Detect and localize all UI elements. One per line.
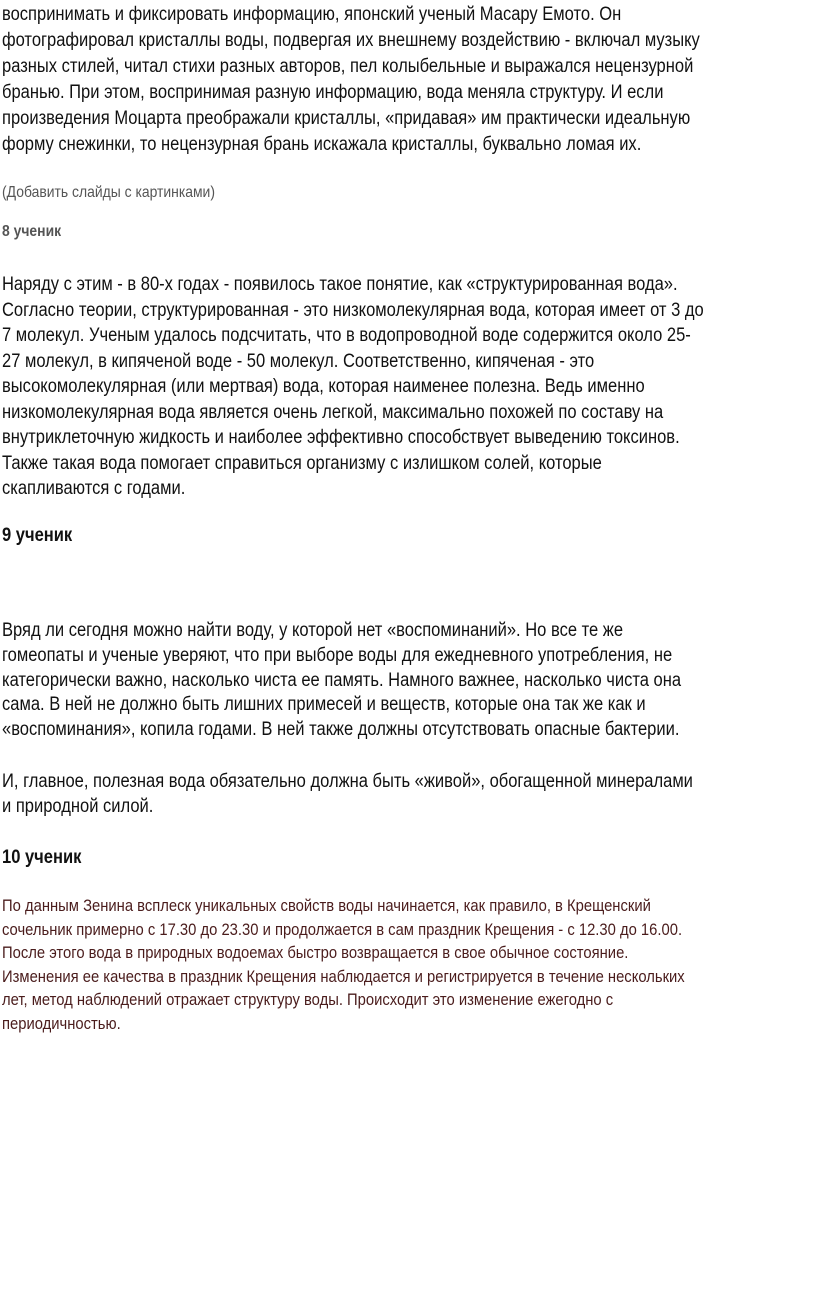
text-line: категорически важно, насколько чиста ее память. Намного важнее, насколько чиста она (2, 669, 682, 691)
text-line: форму снежинки, то нецензурная брань искажала кристаллы, буквально ломая их. (2, 134, 642, 155)
text-line: Вряд ли сегодня можно найти воду, у которой нет «воспоминаний». Но все те же (2, 620, 624, 641)
paragraph-living-water (2, 769, 693, 819)
text-line: Согласно теории, структурированная - это низкомолекулярная вода, которая имеет от 3 до (2, 299, 704, 321)
text-line: лет, метод наблюдений отражает структуру воды. Происходит это изменение ежегодно с (2, 990, 614, 1010)
paragraph-emoto (2, 2, 700, 158)
text-line: скапливаются с годами. (2, 478, 186, 499)
text-line: и природной силой. (2, 796, 154, 817)
text-line: сама. В ней не должно быть лишних примесей и веществ, которые она так же как и (2, 694, 646, 716)
text-line: внутриклеточную жидкость и наиболее эффективно способствует выведению токсинов. (2, 427, 680, 448)
text-line: После этого вода в природных водоемах быстро возвращается в свое обычное состояние. (2, 943, 629, 963)
text-line: Изменения ее качества в праздник Крещения наблюдается и регистрируется в течение нескольких (2, 966, 685, 986)
heading-student-9: 9 ученик (2, 525, 73, 546)
text-line: низкомолекулярная вода является очень легкой, максимально похожей по составу на (2, 401, 664, 423)
text-line: высокомолекулярная (или мертвая) вода, которая наименее полезна. Ведь именно (2, 376, 645, 397)
text-line: 7 молекул. Ученым удалось подсчитать, что в водопроводной воде содержится около 25- (2, 325, 691, 346)
text-line: периодичностью. (2, 1013, 121, 1033)
text-line: По данным Зенина всплеск уникальных свойств воды начинается, как правило, в Крещенский (2, 896, 651, 915)
text-line: воспринимать и фиксировать информацию, японский ученый Масару Емото. Он (2, 4, 622, 25)
paragraph-structured-water (2, 272, 704, 502)
text-line: разных стилей, читал стихи разных авторов, пел колыбельные и выражался нецензурной (2, 56, 694, 77)
text-line: гомеопаты и ученые уверяют, что при выборе воды для ежедневного употребления, не (2, 644, 673, 666)
text-line: произведения Моцарта преображали кристаллы, «придавая» им практически идеальную (2, 108, 691, 129)
paragraph-epiphany-water (2, 894, 685, 1036)
text-line: «воспоминания», копила годами. В ней также должны отсутствовать опасные бактерии. (2, 719, 680, 741)
text-line: Наряду с этим - в 80-х годах - появилось такое понятие, как «структурированная вода». (2, 274, 678, 295)
slides-note: (Добавить слайды с картинками) (2, 184, 215, 201)
text-line: И, главное, полезная вода обязательно должна быть «живой», обогащенной минералами (2, 771, 693, 792)
text-line: фотографировал кристаллы воды, подвергая их внешнему воздействию - включал музыку (2, 30, 700, 51)
text-line: сочельник примерно с 17.30 до 23.30 и продолжается в сам праздник Крещения - с 12.30 до 16.00. (2, 919, 683, 939)
text-line: 27 молекул, в кипяченой воде - 50 молекул. Соответственно, кипяченая - это (2, 350, 595, 372)
text-line: бранью. При этом, воспринимая разную информацию, вода меняла структуру. И если (2, 82, 664, 103)
heading-student-8: 8 ученик (2, 223, 62, 240)
text-line: Также такая вода помогает справиться организму с излишком солей, которые (2, 452, 602, 474)
paragraph-water-memory (2, 619, 681, 743)
heading-student-10: 10 ученик (2, 847, 82, 868)
